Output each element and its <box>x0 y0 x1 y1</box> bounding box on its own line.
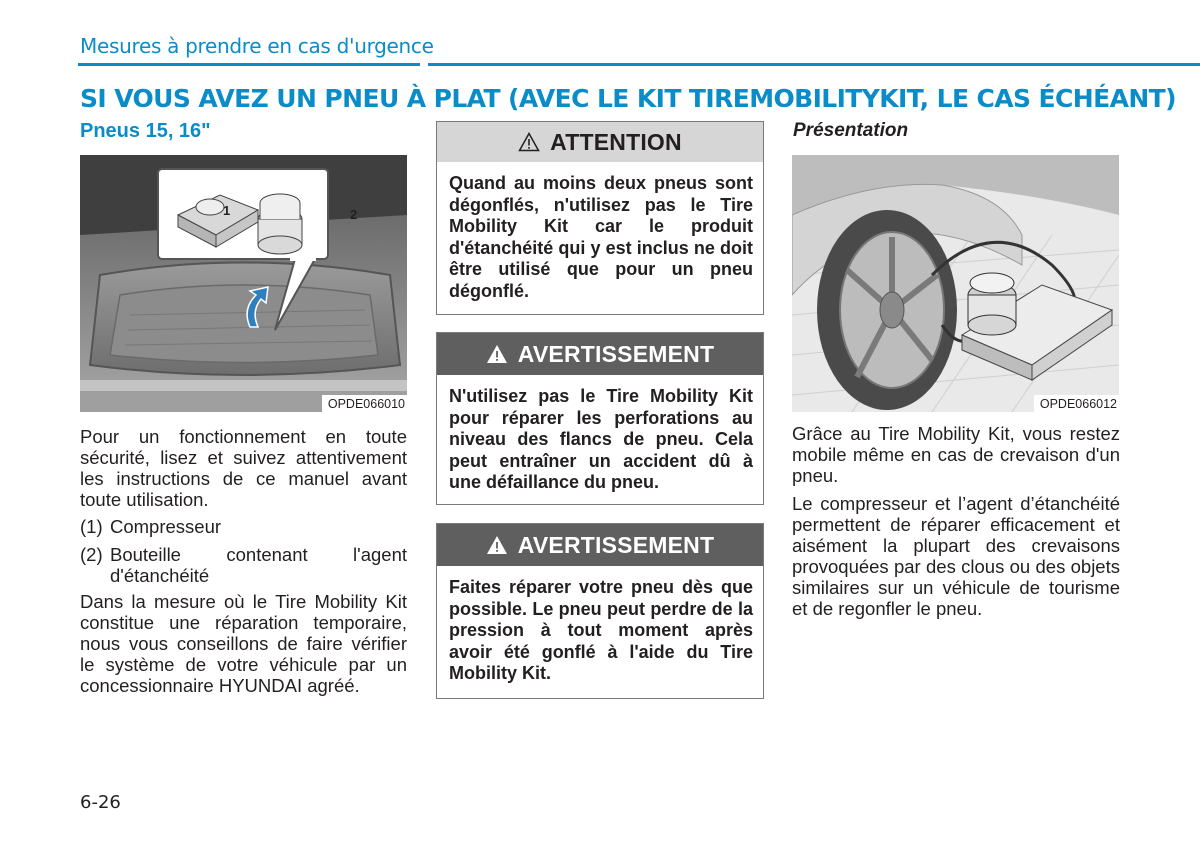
intro-paragraph: Pour un fonctionnement en toute sécurité, lisez et suivez attentivement les instructions de ce manuel avant toute utilisation. <box>80 426 407 510</box>
dealer-paragraph: Dans la mesure où le Tire Mobility Kit constitue une réparation temporaire, nous vous conseillons de faire vérifier le système de votre véhicule par un concessionnaire HYUNDAI agréé. <box>80 591 407 696</box>
list-item <box>80 516 407 537</box>
warning-box <box>436 332 764 505</box>
callout-sealant-bottle: 2 <box>350 207 358 222</box>
list-item-text: Bouteille contenant l'agent d'étanchéité <box>110 544 407 586</box>
trunk-illustration <box>80 155 407 412</box>
header-rule-right <box>428 63 1200 66</box>
warning-title: AVERTISSEMENT <box>517 340 715 367</box>
list-item <box>80 544 407 586</box>
figure-code: OPDE066010 <box>322 395 407 412</box>
trunk-figure <box>80 155 407 412</box>
list-item-number: (1) <box>80 516 103 537</box>
warning-header <box>437 524 763 566</box>
attention-box <box>436 121 764 315</box>
list-item-number: (2) <box>80 544 103 565</box>
section-title: Mesures à prendre en cas d'urgence <box>80 34 434 58</box>
warning-text: Faites réparer votre pneu dès que possible. Le pneu peut perdre de la pression à tout moment après avoir été gonflé à l'aide du Tire Mobility Kit. <box>449 577 753 683</box>
warning-header <box>437 333 763 375</box>
presentation-heading: Présentation <box>793 120 909 141</box>
page-number: 6-26 <box>80 792 121 813</box>
warning-box <box>436 523 764 699</box>
attention-title: ATTENTION <box>550 128 682 155</box>
figure-code: OPDE066012 <box>1034 395 1119 412</box>
list-item-text: Compresseur <box>110 516 222 537</box>
presentation-paragraph-2: Le compresseur et l’agent d’étanchéité permettent de réparer efficacement et aisément la plupart des crevaisons provoquées par des clous ou des objets similaires sur un véhicule de tourisme et de regonfler le pneu. <box>792 493 1120 619</box>
callout-compressor: 1 <box>223 203 231 218</box>
warning-text: N'utilisez pas le Tire Mobility Kit pour réparer les perforations au niveau des flancs de pneu. Cela peut entraîner un accident dû à une défaillance du pneu. <box>449 386 753 492</box>
warning-triangle-icon <box>486 344 508 364</box>
warning-triangle-icon <box>518 132 540 152</box>
warning-title: AVERTISSEMENT <box>517 531 715 558</box>
tires-heading: Pneus 15, 16" <box>80 120 211 142</box>
attention-text: Quand au moins deux pneus sont dégonflés, n'utilisez pas le Tire Mobility Kit car le produit d'étanchéité qui y est inclus ne doit être utilisé que pour un pneu dégonflé. <box>449 173 753 301</box>
attention-header <box>437 122 763 162</box>
warning-triangle-icon <box>486 535 508 555</box>
presentation-paragraph-1: Grâce au Tire Mobility Kit, vous restez mobile même en cas de crevaison d'un pneu. <box>792 423 1120 486</box>
tire-repair-figure <box>792 155 1119 412</box>
page-title: SI VOUS AVEZ UN PNEU À PLAT (AVEC LE KIT TIREMOBILITYKIT, LE CAS ÉCHÉANT) <box>80 84 1176 113</box>
header-rule-left <box>78 63 420 66</box>
tire-kit-illustration <box>792 155 1119 412</box>
